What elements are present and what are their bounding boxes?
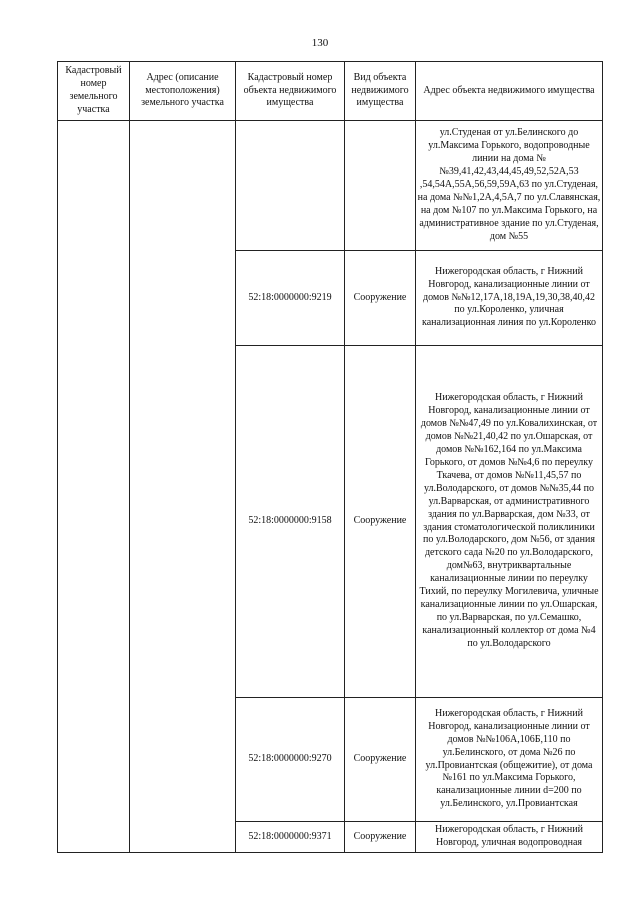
object-address-cell: Нижегородская область, г Нижний Новгород, канализационные линии от домов №№106А,106Б,110 по ул.Белинского, от дома №26 по ул.Провиантская (общежитие), от дома №161 по ул.Максима Горького, канализационные линии d=200 по ул.Белинского, ул.Провиантская — [416, 698, 603, 822]
land-cadastral-number-cell — [58, 121, 130, 853]
object-type-cell: Сооружение — [345, 251, 416, 346]
object-address-cell: ул.Студеная от ул.Белинского до ул.Максима Горького, водопроводные линии на дома №№39,41,42,43,44,45,49,52,52А,53 ,54,54А,55А,56,59,59А,63 по ул.Студеная, на дома №№1,2А,4,5А,7 по ул.Славянская, на дом №107 по ул.Максима Горького, на административное здание по ул.Студеная, дом №55 — [416, 121, 603, 251]
object-type-cell: Сооружение — [345, 822, 416, 853]
object-address-cell: Нижегородская область, г Нижний Новгород, уличная водопроводная — [416, 822, 603, 853]
object-cadastral-number-cell: 52:18:0000000:9158 — [236, 346, 345, 698]
object-cadastral-number-cell: 52:18:0000000:9371 — [236, 822, 345, 853]
table-row — [58, 121, 603, 251]
header-land-cadastral-number: Кадастровый номер земельного участка — [58, 62, 130, 121]
object-cadastral-number-cell — [236, 121, 345, 251]
property-registry-table — [57, 61, 603, 853]
table-header-row — [58, 62, 603, 121]
object-type-cell: Сооружение — [345, 346, 416, 698]
header-object-address: Адрес объекта недвижимого имущества — [416, 62, 603, 121]
header-land-address: Адрес (описание местоположения) земельного участка — [130, 62, 236, 121]
header-object-cadastral-number: Кадастровый номер объекта недвижимого имущества — [236, 62, 345, 121]
land-address-cell — [130, 121, 236, 853]
object-cadastral-number-cell: 52:18:0000000:9270 — [236, 698, 345, 822]
page-number: 130 — [311, 37, 329, 49]
object-type-cell — [345, 121, 416, 251]
object-address-cell: Нижегородская область, г Нижний Новгород, канализационные линии от домов №№47,49 по ул.Ковалихинская, от домов №№21,40,42 по ул.Ошарская, от домов №№162,164 по ул.Максима Горького, от домов №№4,6 по переулку Ткачева, от домов №№11,45,57 по ул.Володарского, от домов №№35,44 по ул.Варварская, от административного здания по ул.Варварская, дом №33, от здания стоматологической поликлиники по ул.Володарского, дом №56, от здания детского сада №20 по ул.Володарского, дом№63, внутриквартальные канализационные линии по переулку Тихий, по переулку Могилевича, уличные канализационные линии по ул.Ошарская, по ул.Варварская, по ул.Семашко, канализационный коллектор от дома №4 по ул.Володарского — [416, 346, 603, 698]
header-object-type: Вид объекта недвижимого имущества — [345, 62, 416, 121]
object-type-cell: Сооружение — [345, 698, 416, 822]
object-address-cell: Нижегородская область, г Нижний Новгород, канализационные линии от домов №№12,17А,18,19А,19,30,38,40,42 по ул.Короленко, уличная канализационная линия по ул.Короленко — [416, 251, 603, 346]
object-cadastral-number-cell: 52:18:0000000:9219 — [236, 251, 345, 346]
